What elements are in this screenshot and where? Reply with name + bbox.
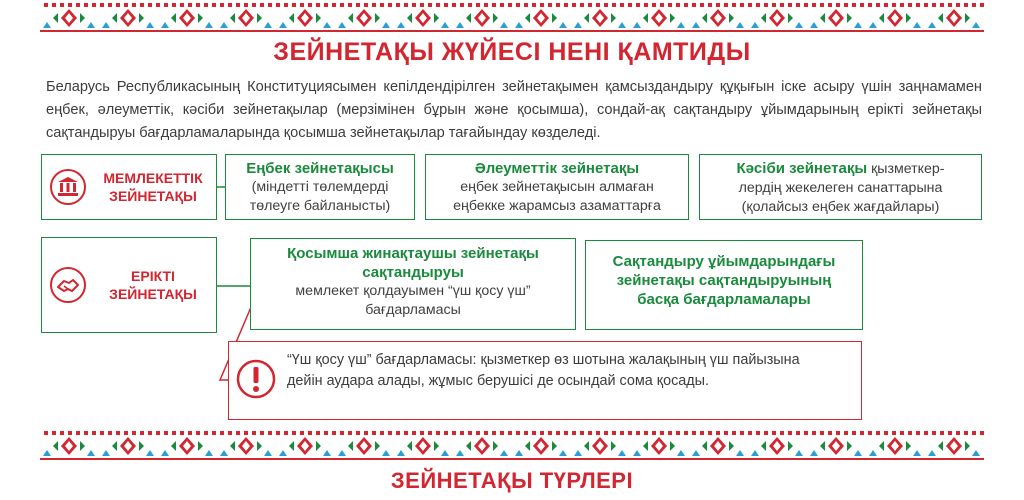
social-pension-title: Әлеуметтік зейнетақы [474, 160, 640, 177]
ornament-dot [668, 431, 672, 435]
ornament-dot [764, 431, 768, 435]
ornament-dot [804, 431, 808, 435]
ornament-motif [692, 437, 744, 456]
labour-pension-box: Еңбек зейнетақысы (міндетті төлемдерді төлеуге байланысты) [225, 154, 415, 220]
professional-pension-box: Кәсіби зейнетақы қызметкер- лердің жекелеген санаттарына (қолайсыз еңбек жағдайлары) [699, 154, 982, 220]
ornament-dot [188, 431, 192, 435]
voluntary-pension-category [41, 237, 217, 333]
ornament-motif [220, 437, 272, 456]
ornament-dot [68, 431, 72, 435]
ornament-dot [340, 431, 344, 435]
ornament-dot [980, 431, 984, 435]
ornament-dot [396, 431, 400, 435]
ornament-dot [748, 431, 752, 435]
ornament-dot [524, 431, 528, 435]
ornament-dot [372, 431, 376, 435]
accumulative-pension-box: Қосымша жинақтаушы зейнетақы сақтандыруы мемлекет қолдауымен “үш қосу үш” бағдарламасы [250, 238, 576, 330]
ornament-dot [268, 431, 272, 435]
social-pension-box: Әлеуметтік зейнетақы еңбек зейнетақысын алмаған еңбекке жарамсыз азаматтарға [425, 154, 689, 220]
ornament-dot [916, 431, 920, 435]
ornament-dot [324, 431, 328, 435]
ornament-dot [932, 431, 936, 435]
bottom-ornament-border [40, 430, 984, 462]
note-box [228, 341, 862, 420]
ornament-motif [751, 437, 803, 456]
ornament-dot [332, 431, 336, 435]
ornament-dot [580, 431, 584, 435]
ornament-dot [516, 431, 520, 435]
intro-paragraph: Беларусь Республикасының Конституциясымен кепілдендірілген зейнетақымен қамсыздандыру құқығын іске асыру үшін заңнамамен еңбек, әлеуметтік, кәсіби зейнетақылар (мерзімінен бұрын және қосымша), сондай-ақ сақтандыру ұйымдарының ерікті зейнетақы сақтандыруы бағдарламаларында қосымша зейнетақылар тағайындау көзделеді. [46, 79, 982, 141]
ornament-dot [220, 431, 224, 435]
ornament-dot [636, 431, 640, 435]
ornament-dot [236, 431, 240, 435]
ornament-dot [772, 431, 776, 435]
ornament-dot [420, 431, 424, 435]
ornament-dot [124, 431, 128, 435]
ornament-dot [100, 431, 104, 435]
ornament-dot [228, 431, 232, 435]
ornament-dot [148, 431, 152, 435]
ornament-dot [892, 431, 896, 435]
ornament-motif [810, 437, 862, 456]
ornament-dot [876, 431, 880, 435]
ornament-dot [836, 431, 840, 435]
state-pension-category [41, 154, 217, 220]
ornament-dot [796, 431, 800, 435]
exclamation-icon [235, 358, 277, 400]
voluntary-pension-label: ЕРІКТІ ЗЕЙНЕТАҚЫ [109, 268, 197, 302]
ornament-dot [900, 431, 904, 435]
ornament-dot [140, 431, 144, 435]
note-text: “Үш қосу үш” бағдарламасы: қызметкер өз шотына жалақының үш пайызына дейін аудара алады, жұмыс берушісі де осындай сома қосады. [287, 352, 800, 389]
ornament-motif [338, 437, 390, 456]
ornament-baseline [40, 458, 984, 460]
ornament-dot [644, 431, 648, 435]
ornament-dot [388, 431, 392, 435]
ornament-dot [364, 431, 368, 435]
labour-pension-title: Еңбек зейнетақысы [246, 160, 394, 177]
accumulative-pension-title: Қосымша жинақтаушы зейнетақы сақтандыруы [287, 245, 539, 281]
other-insurance-programs-box [585, 240, 863, 330]
ornament-dot [692, 431, 696, 435]
ornament-motif [279, 437, 331, 456]
ornament-dot [564, 431, 568, 435]
ornament-dot [860, 431, 864, 435]
ornament-motif [928, 437, 980, 456]
ornament-motif [574, 437, 626, 456]
ornament-dot [156, 431, 160, 435]
ornament-dot [428, 431, 432, 435]
ornament-dot [300, 431, 304, 435]
ornament-dot [948, 431, 952, 435]
ornament-dot [972, 431, 976, 435]
ornament-dot [588, 431, 592, 435]
ornament-dot [484, 431, 488, 435]
ornament-dot [620, 431, 624, 435]
ornament-dot [884, 431, 888, 435]
ornament-dot [700, 431, 704, 435]
ornament-dot [308, 431, 312, 435]
ornament-dot [828, 431, 832, 435]
ornament-dot [356, 431, 360, 435]
ornament-dot [548, 431, 552, 435]
ornament-dot [244, 431, 248, 435]
ornament-dot [164, 431, 168, 435]
ornament-dot [196, 431, 200, 435]
ornament-dot [652, 431, 656, 435]
ornament-dot [204, 431, 208, 435]
ornament-dot [724, 431, 728, 435]
handshake-icon [50, 267, 86, 303]
ornament-dot [716, 431, 720, 435]
ornament-dot [452, 431, 456, 435]
ornament-dot [708, 431, 712, 435]
ornament-dot [572, 431, 576, 435]
ornament-dot [740, 431, 744, 435]
ornament-dot [556, 431, 560, 435]
ornament-dot [956, 431, 960, 435]
ornament-dot [492, 431, 496, 435]
ornament-dot [76, 431, 80, 435]
ornament-dot [380, 431, 384, 435]
ornament-dot [868, 431, 872, 435]
ornament-dot [412, 431, 416, 435]
ornament-dot [852, 431, 856, 435]
ornament-dot [628, 431, 632, 435]
ornament-motif [161, 437, 213, 456]
ornament-dot [84, 431, 88, 435]
ornament-dot [436, 431, 440, 435]
ornament-dot [508, 431, 512, 435]
ornament-dot [596, 431, 600, 435]
ornament-dot [460, 431, 464, 435]
ornament-dot [108, 431, 112, 435]
ornament-dot [660, 431, 664, 435]
ornament-dot [820, 431, 824, 435]
ornament-dot [292, 431, 296, 435]
ornament-motif [869, 437, 921, 456]
ornament-dot [116, 431, 120, 435]
ornament-motif [456, 437, 508, 456]
ornament-motif [43, 437, 95, 456]
ornament-dot [172, 431, 176, 435]
ornament-dot [180, 431, 184, 435]
ornament-dot [252, 431, 256, 435]
ornament-dot [44, 431, 48, 435]
ornament-dot [756, 431, 760, 435]
ornament-dot [612, 431, 616, 435]
ornament-dot [844, 431, 848, 435]
ornament-dot [404, 431, 408, 435]
ornament-dot [964, 431, 968, 435]
ornament-dot [132, 431, 136, 435]
ornament-dot [812, 431, 816, 435]
ornament-motif [102, 437, 154, 456]
page-title: ЗЕЙНЕТАҚЫ ЖҮЙЕСІ НЕНІ ҚАМТИДЫ [273, 38, 751, 66]
ornament-dot [924, 431, 928, 435]
ornament-dot [732, 431, 736, 435]
ornament-dot [284, 431, 288, 435]
ornament-dot [940, 431, 944, 435]
ornament-dot [908, 431, 912, 435]
ornament-dot [52, 431, 56, 435]
ornament-dot [316, 431, 320, 435]
ornament-dot [604, 431, 608, 435]
ornament-motif [633, 437, 685, 456]
ornament-dot [500, 431, 504, 435]
ornament-dot [476, 431, 480, 435]
professional-pension-title: Кәсіби зейнетақы [736, 160, 868, 177]
government-building-icon [50, 169, 86, 205]
ornament-dot [540, 431, 544, 435]
ornament-motif [397, 437, 449, 456]
ornament-dot [276, 431, 280, 435]
ornament-dot [260, 431, 264, 435]
ornament-dot [348, 431, 352, 435]
ornament-dot [676, 431, 680, 435]
ornament-dot [468, 431, 472, 435]
other-insurance-programs-title: Сақтандыру ұйымдарындағы зейнетақы сақтандыруының басқа бағдарламалары [612, 253, 836, 308]
ornament-motif [515, 437, 567, 456]
ornament-dot [788, 431, 792, 435]
ornament-dot [532, 431, 536, 435]
ornament-dot [684, 431, 688, 435]
ornament-dot [212, 431, 216, 435]
state-pension-label: МЕМЛЕКЕТТІК ЗЕЙНЕТАҚЫ [103, 170, 203, 204]
ornament-dot [780, 431, 784, 435]
ornament-dot [60, 431, 64, 435]
ornament-dot [92, 431, 96, 435]
section-title: ЗЕЙНЕТАҚЫ ТҮРЛЕРІ [390, 468, 634, 493]
ornament-dot [444, 431, 448, 435]
